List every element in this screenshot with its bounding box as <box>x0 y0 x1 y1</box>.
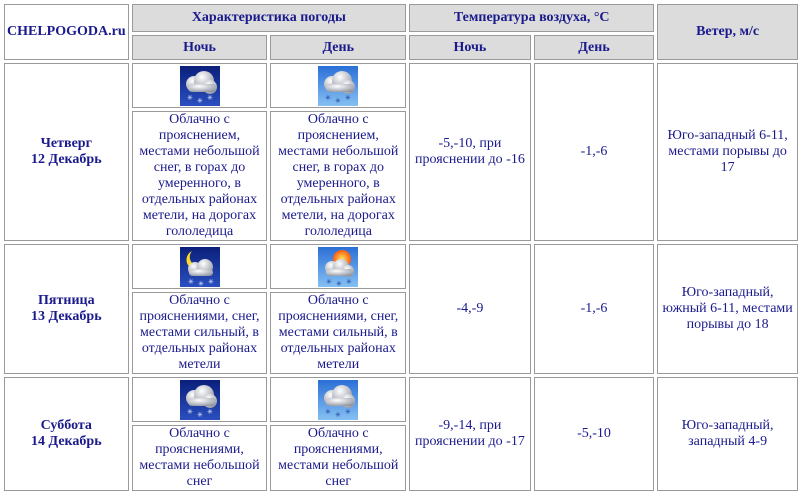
temp-day-header: День <box>534 35 655 60</box>
weekday: Четверг <box>40 136 92 151</box>
svg-text:✳: ✳ <box>186 93 193 102</box>
svg-text:✳: ✳ <box>207 277 214 286</box>
wind: Юго-западный 6-11, местами порывы до 17 <box>657 63 798 241</box>
svg-text:✳: ✳ <box>197 279 204 287</box>
svg-text:✳: ✳ <box>335 410 342 419</box>
temp-night: -5,-10, при прояснении до -16 <box>409 63 531 241</box>
svg-text:✳: ✳ <box>346 277 353 286</box>
svg-text:✳: ✳ <box>325 93 332 102</box>
forecast-table <box>1 1 800 494</box>
night-description: Облачно с прояснением, местами небольшой снег, в горах до умеренного, в отдельных районах метели, на дорогах гололедица <box>132 111 268 241</box>
temp-day: -1,-6 <box>534 244 655 374</box>
day-label <box>4 244 129 374</box>
weather-day-header: День <box>270 35 406 60</box>
night-description: Облачно с прояснениями, местами небольшой снег <box>132 425 268 491</box>
svg-text:✳: ✳ <box>206 407 213 416</box>
svg-text:✳: ✳ <box>335 96 342 105</box>
weather-night-header: Ночь <box>132 35 268 60</box>
date: 13 Декабрь <box>31 309 102 324</box>
date: 14 Декабрь <box>31 434 102 449</box>
day-icon-cell <box>270 377 406 422</box>
day-icon-cell <box>270 244 406 289</box>
moon-cloud-snow-icon <box>180 247 220 287</box>
site-title: CHELPOGODA.ru <box>4 4 129 60</box>
day-label <box>4 63 129 241</box>
day-label <box>4 377 129 491</box>
sun-cloud-snow-icon <box>318 247 358 287</box>
temp-day: -5,-10 <box>534 377 655 491</box>
temp-night: -4,-9 <box>409 244 531 374</box>
cloud-snow-icon <box>180 380 220 420</box>
svg-text:✳: ✳ <box>326 277 333 286</box>
temp-night: -9,-14, при прояснении до -17 <box>409 377 531 491</box>
night-icon-cell <box>132 63 268 108</box>
night-icon-cell <box>132 244 268 289</box>
cloud-snow-icon <box>318 380 358 420</box>
temp-night-header: Ночь <box>409 35 531 60</box>
svg-text:✳: ✳ <box>336 279 343 287</box>
svg-text:✳: ✳ <box>206 93 213 102</box>
cloud-snow-icon <box>318 66 358 106</box>
svg-text:✳: ✳ <box>345 93 352 102</box>
night-description: Облачно с прояснениями, снег, местами сильный, в отдельных районах метели <box>132 292 268 374</box>
temp-day: -1,-6 <box>534 63 655 241</box>
weekday: Пятница <box>38 293 95 308</box>
wind: Юго-западный, южный 6-11, местами порывы до 18 <box>657 244 798 374</box>
svg-text:✳: ✳ <box>196 410 203 419</box>
svg-text:✳: ✳ <box>187 277 194 286</box>
date: 12 Декабрь <box>31 152 102 167</box>
wind-header: Ветер, м/с <box>657 4 798 60</box>
weather-header: Характеристика погоды <box>132 4 407 32</box>
day-icon-cell <box>270 63 406 108</box>
svg-text:✳: ✳ <box>345 407 352 416</box>
day-description: Облачно с прояснениями, снег, местами сильный, в отдельных районах метели <box>270 292 406 374</box>
svg-text:✳: ✳ <box>325 407 332 416</box>
svg-text:✳: ✳ <box>196 96 203 105</box>
day-description: Облачно с прояснением, местами небольшой снег, в горах до умеренного, в отдельных районах метели, на дорогах гололедица <box>270 111 406 241</box>
wind: Юго-западный, западный 4-9 <box>657 377 798 491</box>
svg-text:✳: ✳ <box>186 407 193 416</box>
day-description: Облачно с прояснениями, местами небольшой снег <box>270 425 406 491</box>
weekday: Суббота <box>40 418 92 433</box>
night-icon-cell <box>132 377 268 422</box>
cloud-snow-icon <box>180 66 220 106</box>
temperature-header: Температура воздуха, °C <box>409 4 654 32</box>
